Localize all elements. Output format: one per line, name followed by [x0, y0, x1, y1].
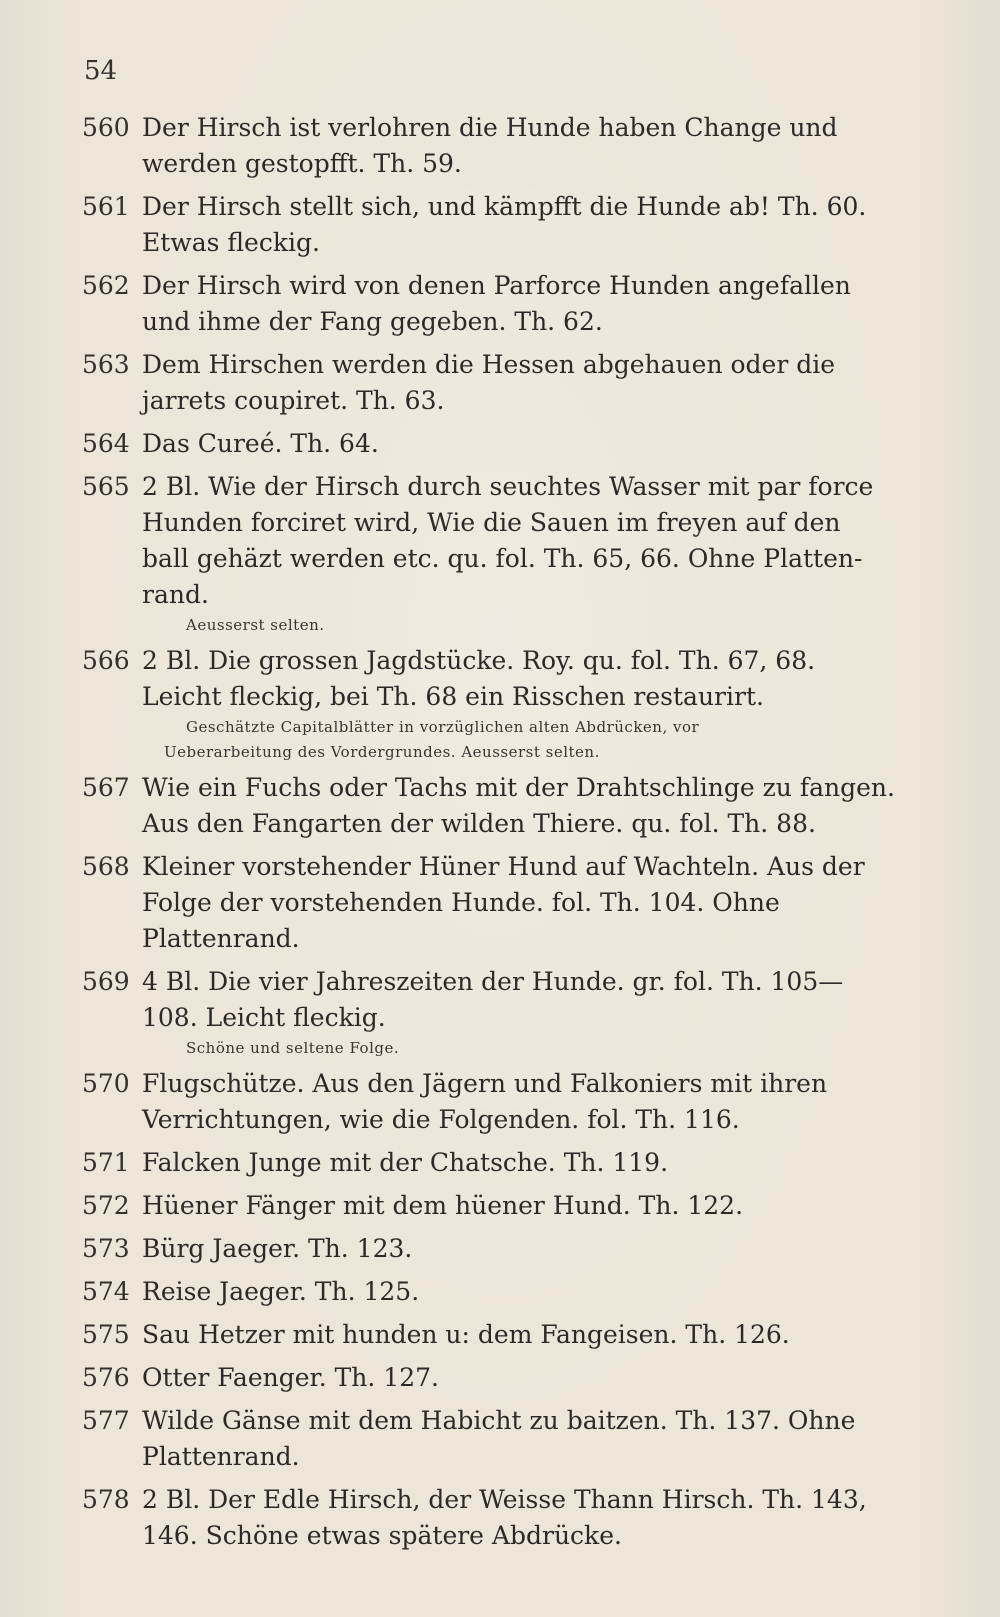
entry-number: 569	[82, 967, 130, 996]
entry-line: Hunden forciret wird, Wie die Sauen im freyen auf den	[142, 508, 841, 537]
entry-number: 571	[82, 1148, 130, 1177]
entry-line: Otter Faenger. Th. 127.	[142, 1363, 439, 1392]
entry-line: Etwas fleckig.	[142, 228, 320, 257]
entry-number: 575	[82, 1320, 130, 1349]
entry-number: 572	[82, 1191, 130, 1220]
entry-line: Wie ein Fuchs oder Tachs mit der Drahtschlinge zu fangen.	[142, 773, 895, 802]
entry-number: 567	[82, 773, 130, 802]
entry-line: 146. Schöne etwas spätere Abdrücke.	[142, 1521, 622, 1550]
entry-line: Leicht fleckig, bei Th. 68 ein Risschen restaurirt.	[142, 682, 764, 711]
entry-line: Folge der vorstehenden Hunde. fol. Th. 104. Ohne	[142, 888, 780, 917]
entry-number: 576	[82, 1363, 130, 1392]
entry-line: 4 Bl. Die vier Jahreszeiten der Hunde. gr. fol. Th. 105—	[142, 967, 844, 996]
entry-line: Kleiner vorstehender Hüner Hund auf Wachteln. Aus der	[142, 852, 865, 881]
entry-line: jarrets coupiret. Th. 63.	[142, 386, 445, 415]
entry-line: Hüener Fänger mit dem hüener Hund. Th. 122.	[142, 1191, 744, 1220]
catalog-entry	[82, 1066, 912, 1138]
entry-line: 2 Bl. Wie der Hirsch durch seuchtes Wasser mit par force	[142, 472, 874, 501]
entry-number: 566	[82, 646, 130, 675]
catalog-entry	[82, 469, 912, 636]
catalog-entry	[82, 1145, 912, 1181]
entry-line: Reise Jaeger. Th. 125.	[142, 1277, 420, 1306]
catalog-entry	[82, 347, 912, 419]
entry-line: Flugschütze. Aus den Jägern und Falkoniers mit ihren	[142, 1069, 828, 1098]
catalog-entry	[82, 110, 912, 182]
entry-note: Schöne und seltene Folge.	[186, 1039, 400, 1057]
catalog-entry	[82, 1403, 912, 1475]
catalog-entry	[82, 964, 912, 1059]
entry-line: 108. Leicht fleckig.	[142, 1003, 386, 1032]
entry-number: 560	[82, 113, 130, 142]
entry-line: Der Hirsch wird von denen Parforce Hunden angefallen	[142, 271, 851, 300]
catalog-entry	[82, 849, 912, 957]
entry-number: 578	[82, 1485, 130, 1514]
entry-number: 564	[82, 429, 130, 458]
catalog-entry	[82, 426, 912, 462]
catalog-entry	[82, 189, 912, 261]
entry-line: Der Hirsch ist verlohren die Hunde haben Change und	[142, 113, 838, 142]
catalog-entry	[82, 770, 912, 842]
entry-line: Wilde Gänse mit dem Habicht zu baitzen. Th. 137. Ohne	[142, 1406, 856, 1435]
entry-number: 574	[82, 1277, 130, 1306]
catalog-entry	[82, 1482, 912, 1554]
entry-line: Dem Hirschen werden die Hessen abgehauen oder die	[142, 350, 836, 379]
entry-number: 561	[82, 192, 130, 221]
entry-number: 562	[82, 271, 130, 300]
entry-line: Bürg Jaeger. Th. 123.	[142, 1234, 413, 1263]
entry-list	[82, 110, 912, 1561]
entry-line: Der Hirsch stellt sich, und kämpfft die Hunde ab! Th. 60.	[142, 192, 867, 221]
entry-note: Aeusserst selten.	[186, 616, 325, 634]
entry-line: Sau Hetzer mit hunden u: dem Fangeisen. Th. 126.	[142, 1320, 790, 1349]
entry-number: 568	[82, 852, 130, 881]
entry-line: Falcken Junge mit der Chatsche. Th. 119.	[142, 1148, 669, 1177]
entry-number: 563	[82, 350, 130, 379]
catalog-entry	[82, 268, 912, 340]
entry-line: Plattenrand.	[142, 1442, 300, 1471]
catalog-entry	[82, 1360, 912, 1396]
entry-number: 570	[82, 1069, 130, 1098]
entry-line: 2 Bl. Der Edle Hirsch, der Weisse Thann Hirsch. Th. 143,	[142, 1485, 867, 1514]
entry-line: Das Cureé. Th. 64.	[142, 429, 379, 458]
catalog-entry	[82, 1231, 912, 1267]
entry-number: 573	[82, 1234, 130, 1263]
entry-line: 2 Bl. Die grossen Jagdstücke. Roy. qu. fol. Th. 67, 68.	[142, 646, 816, 675]
page-number: 54	[84, 56, 118, 86]
entry-line: werden gestopfft. Th. 59.	[142, 149, 462, 178]
entry-note: Ueberarbeitung des Vordergrundes. Aeusserst selten.	[164, 743, 600, 761]
entry-line: Aus den Fangarten der wilden Thiere. qu. fol. Th. 88.	[142, 809, 816, 838]
entry-number: 577	[82, 1406, 130, 1435]
catalog-entry	[82, 643, 912, 763]
entry-line: Verrichtungen, wie die Folgenden. fol. Th. 116.	[142, 1105, 740, 1134]
catalog-entry	[82, 1317, 912, 1353]
entry-line: ball gehäzt werden etc. qu. fol. Th. 65, 66. Ohne Platten-	[142, 544, 863, 573]
entry-line: rand.	[142, 580, 209, 609]
catalog-entry	[82, 1188, 912, 1224]
entry-line: Plattenrand.	[142, 924, 300, 953]
entry-note: Geschätzte Capitalblätter in vorzüglichen alten Abdrücken, vor	[186, 718, 700, 736]
entry-number: 565	[82, 472, 130, 501]
catalog-entry	[82, 1274, 912, 1310]
entry-line: und ihme der Fang gegeben. Th. 62.	[142, 307, 603, 336]
